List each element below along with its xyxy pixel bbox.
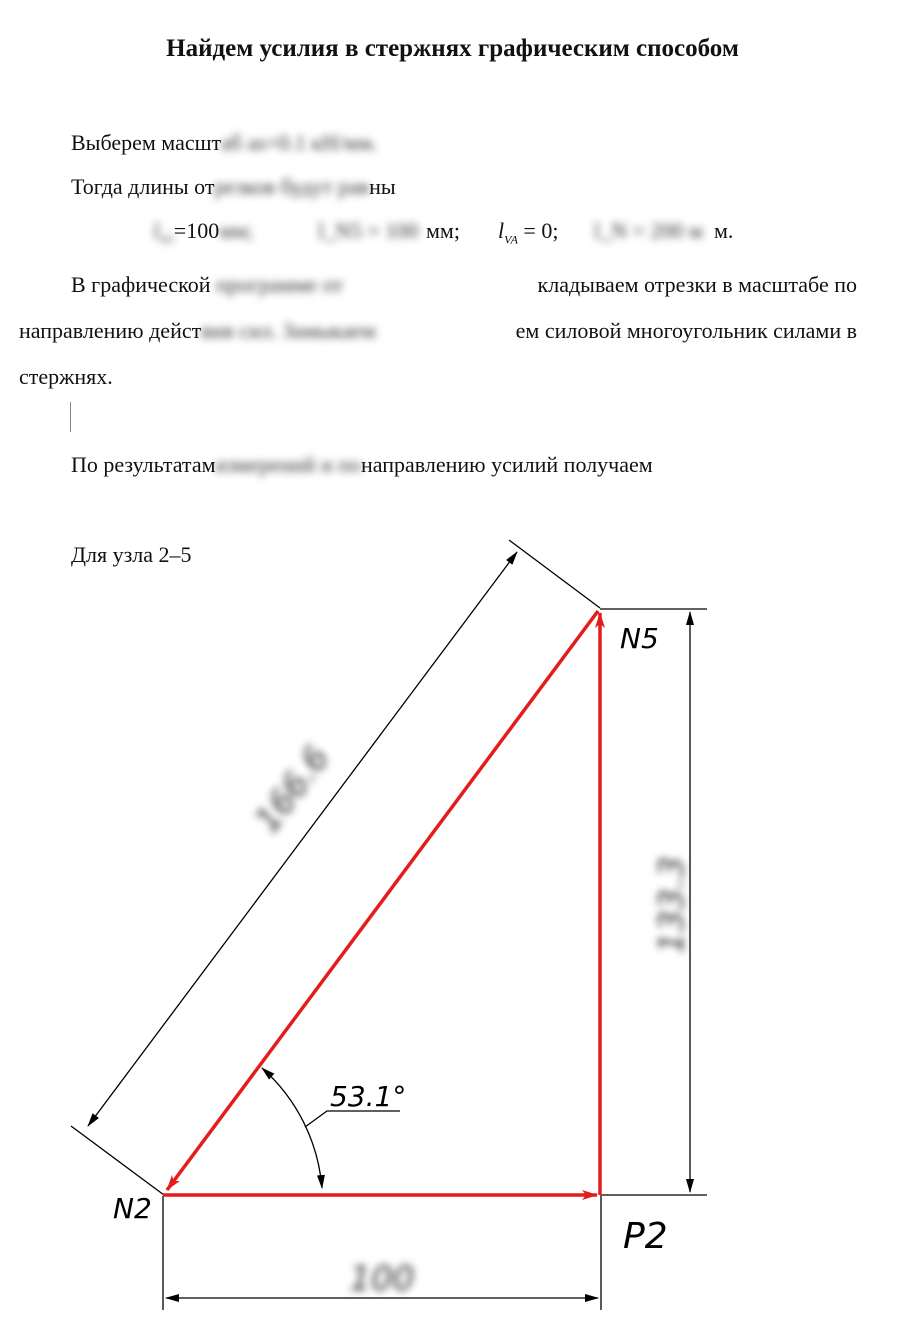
label-p2: P2 bbox=[623, 1216, 668, 1257]
angle-arc bbox=[262, 1068, 322, 1188]
scale-text: Выберем масшт bbox=[71, 130, 222, 155]
horizontal-dimension-text: 100 bbox=[349, 1259, 415, 1299]
label-n5: N5 bbox=[620, 622, 659, 655]
formula-n2-value: =100 bbox=[173, 218, 220, 243]
label-n2: N2 bbox=[113, 1192, 152, 1225]
lengths-blurred-text: резков будут рав bbox=[214, 174, 370, 199]
program-paragraph-line2: направлению действия сил. Замыкаем ем силовой многоугольник силами в bbox=[19, 318, 857, 343]
node-caption: Для узла 2–5 bbox=[71, 542, 192, 567]
hypotenuse-dimension-line bbox=[88, 552, 517, 1126]
program-paragraph-line3: стержнях. bbox=[19, 364, 113, 389]
formula-part-last-unit: м. bbox=[714, 218, 734, 243]
page-title: Найдем усилия в стержнях графическим способом bbox=[166, 35, 739, 62]
program-paragraph-line1: В графической программе от кладываем отрезки в масштабе по bbox=[71, 272, 857, 297]
formula-part-n5-unit: мм; bbox=[426, 218, 460, 243]
lengths-text: Тогда длины от bbox=[71, 174, 215, 199]
angle-label: 53.1° bbox=[330, 1080, 407, 1113]
scale-blurred-text: аб as=0.1 кН/мм. bbox=[221, 130, 378, 155]
angle-leader-line bbox=[305, 1111, 400, 1127]
formula-part-n5-blurred: l_N5 = 100 bbox=[318, 218, 419, 243]
results-paragraph: По результатамизмерений и понаправлению усилий получаем bbox=[71, 452, 653, 477]
hypotenuse-dimension-text: 166.6 bbox=[247, 738, 338, 841]
vertical-dimension-text: 133.3 bbox=[652, 856, 692, 954]
formula-part-last-blurred: l_N = 200 м bbox=[594, 218, 703, 243]
formula-part-va: $l_{VA} = 0$; bbox=[498, 218, 559, 247]
formula-part-n2: $l_{N2}=100мм$; bbox=[153, 218, 254, 247]
lengths-tail: ны bbox=[369, 174, 396, 199]
